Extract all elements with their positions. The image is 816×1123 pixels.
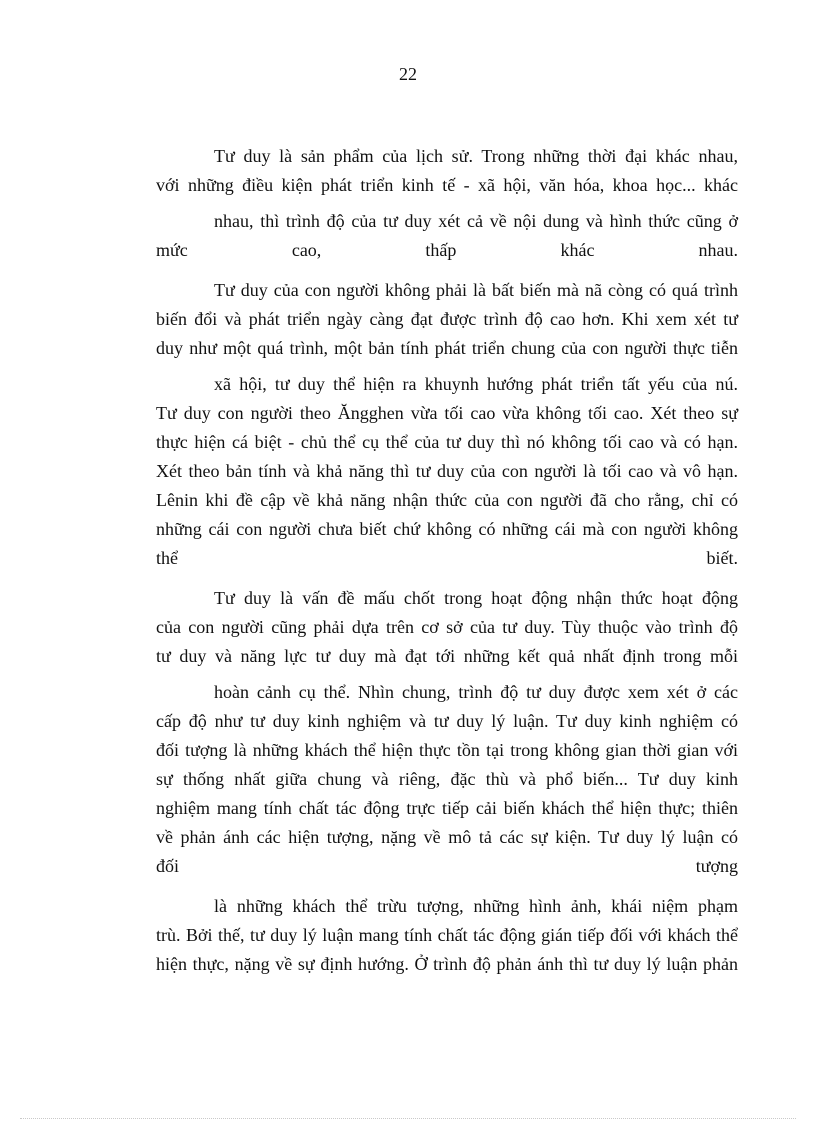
text-line: của con người cũng phải dựa trên cơ sở của tư duy. Tùy thuộc vào trình độ <box>156 617 738 637</box>
text-line: duy như một quá trình, một bản tính phát triển chung của con người thực tiễn <box>156 338 738 358</box>
text-line: đối tượng <box>156 856 738 876</box>
text-line: về phản ánh các hiện tượng, nặng về mô tả các sự kiện. Tư duy lý luận có <box>156 827 738 847</box>
text-line: cấp độ như tư duy kinh nghiệm và tư duy lý luận. Tư duy kinh nghiệm có <box>156 711 738 731</box>
text-line: Tư duy của con người không phải là bất biến mà nã còng có quá trình <box>214 280 738 300</box>
text-line: đối tượng là những khách thể hiện thực tồn tại trong không gian thời gian với <box>156 740 738 760</box>
text-line: sự thống nhất giữa chung và riêng, đặc thù và phổ biến... Tư duy kinh <box>156 769 738 789</box>
text-line: thể biết. <box>156 548 738 568</box>
text-line: những cái con người chưa biết chứ không có những cái mà con người không <box>156 519 738 539</box>
text-line: trù. Bởi thế, tư duy lý luận mang tính chất tác động gián tiếp đối với khách thể <box>156 925 738 945</box>
text-line: Lênin khi đề cập về khả năng nhận thức của con người đã cho rằng, chỉ có <box>156 490 738 510</box>
text-line: nhau, thì trình độ của tư duy xét cả về nội dung và hình thức cũng ở <box>214 211 738 231</box>
text-line: thực hiện cá biệt - chủ thể cụ thể của tư duy thì nó không tối cao và có hạn. <box>156 432 738 452</box>
text-line: với những điều kiện phát triển kinh tế - xã hội, văn hóa, khoa học... khác <box>156 175 738 195</box>
text-line: tư duy và năng lực tư duy mà đạt tới những kết quả nhất định trong mỗi <box>156 646 738 666</box>
text-line: Tư duy con người theo Ăngghen vừa tối cao vừa không tối cao. Xét theo sự <box>156 403 738 423</box>
page-number: 22 <box>399 64 417 84</box>
text-line: mức cao, thấp khác nhau. <box>156 240 738 260</box>
page-bottom-divider <box>20 1118 796 1119</box>
text-line: hiện thực, nặng về sự định hướng. Ở trình độ phản ánh thì tư duy lý luận phản <box>156 954 738 974</box>
text-line: Xét theo bản tính và khả năng thì tư duy của con người là tối cao và vô hạn. <box>156 461 738 481</box>
text-line: xã hội, tư duy thể hiện ra khuynh hướng phát triển tất yếu của nú. <box>214 374 738 394</box>
text-line: hoàn cảnh cụ thể. Nhìn chung, trình độ tư duy được xem xét ở các <box>214 682 738 702</box>
text-line: nghiệm mang tính chất tác động trực tiếp cải biến khách thể hiện thực; thiên <box>156 798 738 818</box>
text-line: biến đổi và phát triển ngày càng đạt được trình độ cao hơn. Khi xem xét tư <box>156 309 738 329</box>
text-line: là những khách thể trừu tượng, những hình ảnh, khái niệm phạm <box>214 896 738 916</box>
text-line: Tư duy là sản phẩm của lịch sử. Trong những thời đại khác nhau, <box>214 146 738 166</box>
text-line: Tư duy là vấn đề mấu chốt trong hoạt động nhận thức hoạt động <box>214 588 738 608</box>
